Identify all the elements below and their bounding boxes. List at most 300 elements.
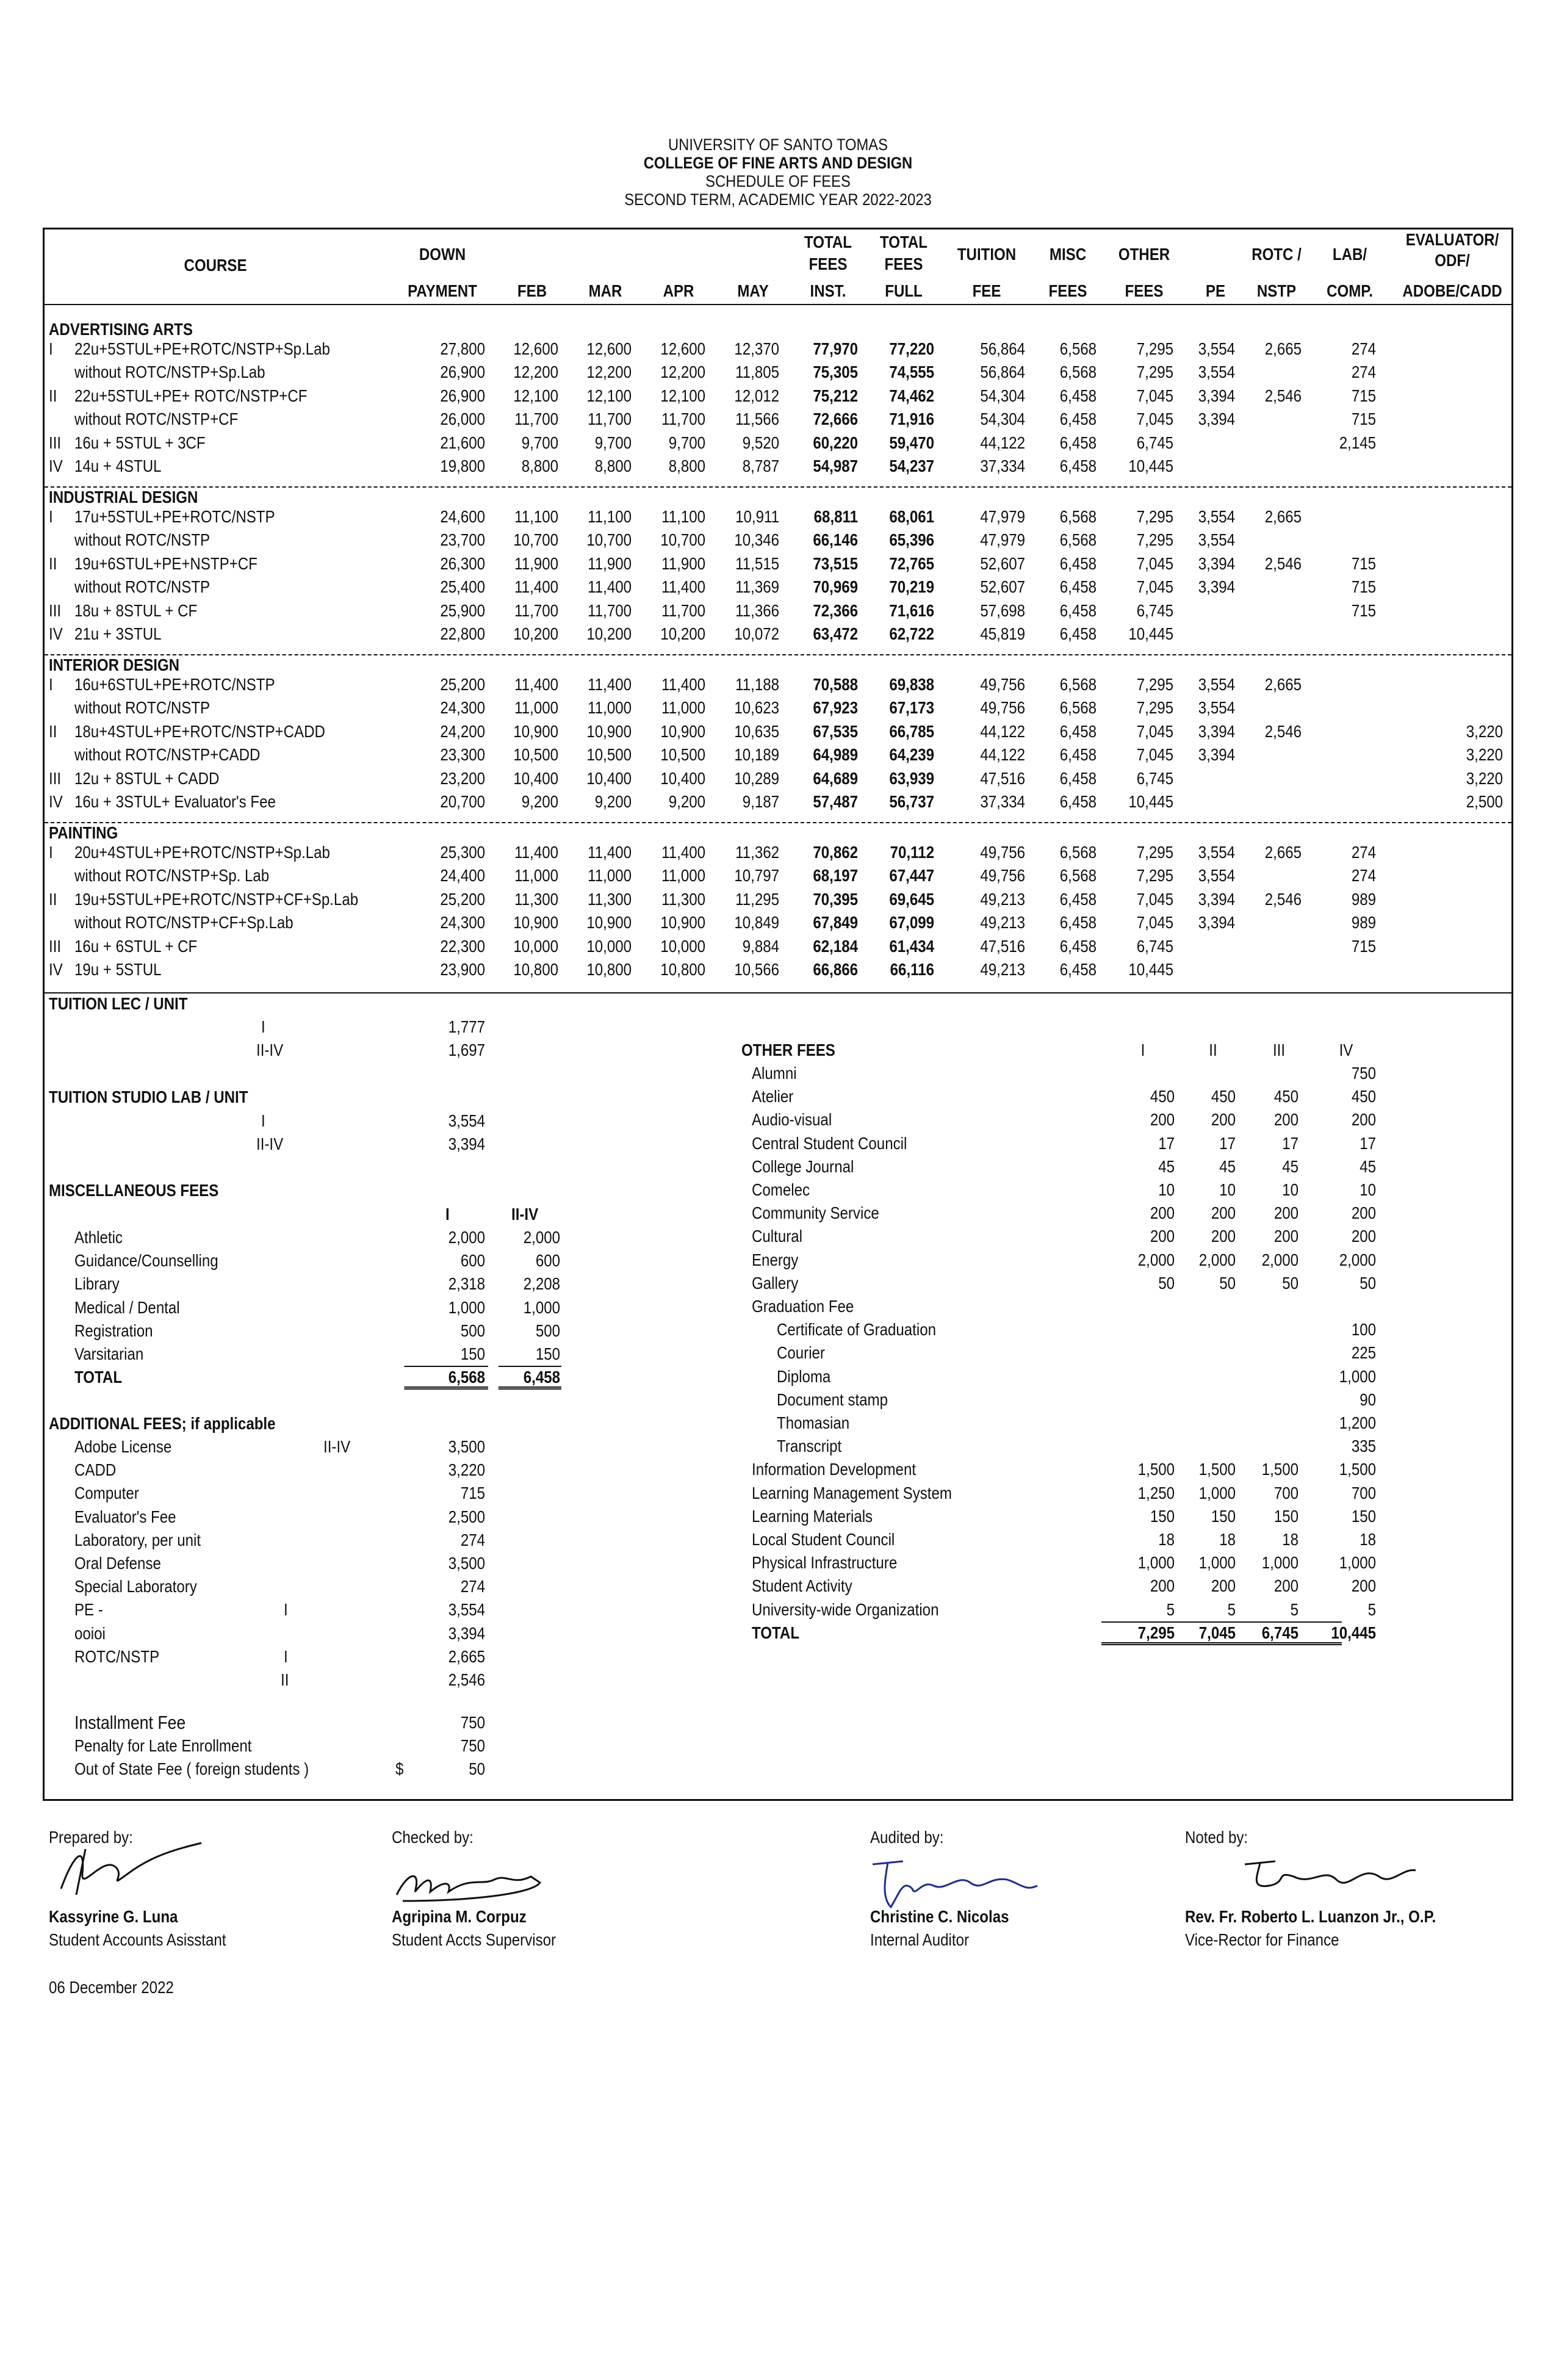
other-fee-value: 200 bbox=[1351, 1576, 1376, 1596]
fee-cell: 10,900 bbox=[513, 721, 558, 741]
fee-cell: 69,645 bbox=[889, 889, 934, 909]
header-divider bbox=[45, 304, 1511, 305]
fee-cell: 274 bbox=[1351, 362, 1376, 382]
term-title: SECOND TERM, ACADEMIC YEAR 2022-2023 bbox=[624, 190, 932, 209]
fee-cell: 3,394 bbox=[1198, 913, 1235, 932]
other-fee-value: 50 bbox=[1282, 1273, 1298, 1293]
fee-cell: 56,737 bbox=[889, 792, 934, 811]
other-fee-value: 2,000 bbox=[1137, 1250, 1175, 1269]
fee-cell: 10,346 bbox=[734, 530, 779, 550]
fee-cell: 12,600 bbox=[660, 339, 705, 358]
fee-cell: 10,445 bbox=[1128, 456, 1173, 475]
fee-cell: 11,000 bbox=[588, 698, 632, 718]
fee-cell: 10,289 bbox=[734, 768, 779, 788]
section-title-advertising-arts: ADVERTISING ARTS bbox=[49, 320, 193, 339]
fee-cell: 11,400 bbox=[661, 577, 705, 597]
fee-cell: 3,394 bbox=[1198, 721, 1235, 741]
fee-cell: 10,800 bbox=[660, 960, 705, 979]
course-load: 19u + 5STUL bbox=[74, 960, 162, 979]
signatory-role: Audited by: bbox=[870, 1828, 944, 1847]
fee-cell: 8,800 bbox=[521, 456, 558, 475]
fee-cell: 10,800 bbox=[513, 960, 558, 979]
col-total-inst-header-2: FEES bbox=[809, 254, 848, 273]
fee-cell: 10,635 bbox=[734, 721, 779, 741]
other-fee-value: 1,000 bbox=[1198, 1553, 1236, 1573]
other-total-double-rule bbox=[1101, 1642, 1342, 1645]
misc-fees-title: MISCELLANEOUS FEES bbox=[49, 1181, 219, 1200]
tuition-studio-level: I bbox=[261, 1111, 265, 1130]
other-fee-value: 200 bbox=[1150, 1227, 1175, 1246]
other-fee-value: 450 bbox=[1211, 1087, 1236, 1106]
fee-cell: 37,334 bbox=[980, 792, 1025, 811]
col-nstp-header: NSTP bbox=[1256, 281, 1297, 300]
fee-cell: 11,188 bbox=[735, 675, 779, 694]
course-load: without ROTC/NSTP+Sp.Lab bbox=[74, 362, 265, 382]
fee-cell: 23,700 bbox=[440, 530, 485, 550]
document-date: 06 December 2022 bbox=[49, 1978, 174, 1997]
other-fee-value: 45 bbox=[1219, 1156, 1236, 1176]
other-fee-value: 5 bbox=[1166, 1599, 1175, 1619]
fee-cell: 12,600 bbox=[586, 339, 632, 358]
fee-cell: 49,756 bbox=[980, 675, 1025, 694]
fee-cell: 2,546 bbox=[1264, 721, 1302, 741]
additional-fee-level: II bbox=[281, 1670, 289, 1689]
fee-cell: 6,458 bbox=[1059, 913, 1097, 932]
signature-nicolas bbox=[866, 1855, 1050, 1910]
fee-cell: 11,000 bbox=[514, 698, 558, 718]
fee-cell: 26,000 bbox=[440, 409, 485, 429]
other-fee-value: 1,500 bbox=[1137, 1460, 1175, 1479]
other-fee-value: 1,000 bbox=[1261, 1553, 1298, 1573]
tuition-studio-value: 3,554 bbox=[448, 1111, 485, 1130]
other-fee-value: 200 bbox=[1211, 1110, 1236, 1130]
fee-cell: 7,295 bbox=[1136, 339, 1173, 358]
course-load: 18u + 8STUL + CF bbox=[74, 600, 198, 620]
other-fee-value: 1,000 bbox=[1339, 1366, 1376, 1386]
other-fee-value: 750 bbox=[1351, 1064, 1376, 1083]
fee-cell: 11,900 bbox=[514, 554, 558, 573]
misc-fee-value-i: 1,000 bbox=[448, 1297, 485, 1317]
fee-cell: 9,200 bbox=[594, 792, 632, 811]
fee-cell: 57,698 bbox=[980, 600, 1025, 620]
fee-cell: 67,173 bbox=[889, 698, 934, 718]
fee-cell: 25,400 bbox=[440, 577, 485, 597]
col-tuition-fee-header: FEE bbox=[972, 281, 1001, 300]
tuition-lec-level: II-IV bbox=[256, 1040, 284, 1059]
fee-cell: 75,305 bbox=[813, 362, 858, 382]
fee-cell: 2,145 bbox=[1339, 433, 1376, 452]
misc-sum-rule bbox=[404, 1344, 488, 1367]
fee-cell: 70,112 bbox=[890, 843, 934, 862]
course-load: 16u + 5STUL + 3CF bbox=[74, 433, 206, 452]
signatory-role: Noted by: bbox=[1185, 1828, 1248, 1847]
fee-cell: 10,700 bbox=[513, 530, 558, 550]
fee-cell: 21,600 bbox=[440, 433, 485, 452]
other-fee-label: Central Student Council bbox=[752, 1133, 907, 1153]
fee-cell: 11,300 bbox=[661, 889, 705, 909]
year-level: III bbox=[49, 600, 62, 620]
course-load: without ROTC/NSTP+CADD bbox=[74, 745, 261, 765]
section-title-interior-design: INTERIOR DESIGN bbox=[49, 655, 180, 674]
other-fee-value: 200 bbox=[1150, 1203, 1175, 1223]
course-load: 17u+5STUL+PE+ROTC/NSTP bbox=[74, 507, 275, 526]
fee-cell: 7,045 bbox=[1136, 913, 1173, 932]
other-fee-value: 200 bbox=[1351, 1203, 1376, 1223]
fee-cell: 9,700 bbox=[668, 433, 705, 452]
signatory-title: Student Accts Supervisor bbox=[392, 1930, 556, 1949]
fee-cell: 27,800 bbox=[440, 339, 485, 358]
other-fees-total-label: TOTAL bbox=[752, 1623, 800, 1642]
other-fee-label: Transcript bbox=[777, 1437, 842, 1456]
misc-fee-value-ii-iv: 150 bbox=[535, 1344, 560, 1363]
other-fee-value: 50 bbox=[1360, 1273, 1376, 1293]
other-fee-label: Courier bbox=[777, 1343, 825, 1363]
fee-cell: 62,722 bbox=[889, 624, 934, 643]
misc-fee-label: Guidance/Counselling bbox=[74, 1251, 218, 1271]
fee-cell: 6,458 bbox=[1059, 960, 1097, 979]
fee-cell: 6,568 bbox=[1059, 530, 1097, 550]
fee-cell: 6,458 bbox=[1059, 600, 1097, 620]
fee-cell: 7,045 bbox=[1136, 386, 1173, 405]
fee-cell: 74,555 bbox=[889, 362, 934, 382]
fee-cell: 7,045 bbox=[1136, 721, 1173, 741]
fee-cell: 10,200 bbox=[586, 624, 632, 643]
late-penalty-label: Penalty for Late Enrollment bbox=[74, 1736, 252, 1755]
fee-cell: 6,458 bbox=[1059, 721, 1097, 741]
other-fee-label: Audio-visual bbox=[752, 1110, 832, 1130]
fee-cell: 23,900 bbox=[440, 960, 485, 979]
additional-fee-level: I bbox=[284, 1600, 288, 1620]
fee-cell: 9,884 bbox=[742, 936, 779, 956]
fee-cell: 11,000 bbox=[514, 866, 558, 885]
fee-cell: 274 bbox=[1351, 339, 1376, 358]
course-load: without ROTC/NSTP bbox=[74, 530, 211, 550]
fee-cell: 44,122 bbox=[980, 433, 1025, 452]
other-fee-value: 18 bbox=[1282, 1530, 1298, 1549]
course-load: without ROTC/NSTP+CF+Sp.Lab bbox=[74, 913, 294, 932]
other-fee-value: 18 bbox=[1158, 1530, 1175, 1549]
fee-cell: 6,745 bbox=[1136, 768, 1173, 788]
additional-fees-title: ADDITIONAL FEES; if applicable bbox=[49, 1414, 276, 1433]
year-level: II bbox=[49, 386, 57, 405]
other-fee-value: 50 bbox=[1158, 1273, 1175, 1293]
col-mar-header: MAR bbox=[588, 281, 622, 300]
year-level: II bbox=[49, 889, 57, 909]
fee-cell: 56,864 bbox=[980, 339, 1025, 358]
fee-cell: 26,900 bbox=[440, 362, 485, 382]
table-body-bottom-rule bbox=[45, 992, 1511, 993]
fee-cell: 12,200 bbox=[513, 362, 558, 382]
fee-cell: 63,472 bbox=[813, 624, 858, 643]
other-fee-value: 17 bbox=[1158, 1133, 1175, 1153]
other-fee-value: 200 bbox=[1273, 1110, 1298, 1130]
fee-cell: 3,394 bbox=[1198, 409, 1235, 429]
fee-cell: 10,400 bbox=[586, 768, 632, 788]
misc-fee-value-ii-iv: 1,000 bbox=[523, 1297, 560, 1317]
fee-cell: 11,400 bbox=[514, 843, 558, 862]
fee-cell: 715 bbox=[1351, 936, 1376, 956]
fee-cell: 7,045 bbox=[1136, 409, 1173, 429]
additional-fee-label: Evaluator's Fee bbox=[74, 1507, 176, 1526]
fee-cell: 57,487 bbox=[813, 792, 858, 811]
fee-cell: 3,554 bbox=[1198, 843, 1235, 862]
col-lab-header: LAB/ bbox=[1332, 245, 1367, 264]
fee-cell: 10,000 bbox=[660, 936, 705, 956]
additional-fee-value: 2,500 bbox=[448, 1507, 485, 1526]
year-level: I bbox=[49, 507, 53, 526]
signatory-name: Kassyrine G. Luna bbox=[49, 1907, 178, 1926]
fee-cell: 3,554 bbox=[1198, 530, 1235, 550]
fee-cell: 66,116 bbox=[890, 960, 934, 979]
additional-fee-level: II-IV bbox=[323, 1437, 351, 1456]
additional-fee-label: Computer bbox=[74, 1484, 139, 1503]
other-fee-value: 5 bbox=[1227, 1599, 1236, 1619]
other-fee-value: 1,250 bbox=[1137, 1483, 1175, 1502]
fee-cell: 6,458 bbox=[1059, 433, 1097, 452]
other-fee-value: 45 bbox=[1158, 1156, 1175, 1176]
section-title-painting: PAINTING bbox=[49, 823, 118, 842]
fee-cell: 715 bbox=[1351, 554, 1376, 573]
fee-cell: 6,568 bbox=[1059, 362, 1097, 382]
fee-cell: 10,566 bbox=[734, 960, 779, 979]
college-name: COLLEGE OF FINE ARTS AND DESIGN bbox=[643, 154, 913, 172]
fee-cell: 66,785 bbox=[889, 721, 934, 741]
signatory-title: Student Accounts Asisstant bbox=[49, 1930, 226, 1949]
fee-cell: 11,900 bbox=[588, 554, 632, 573]
tuition-lec-value: 1,697 bbox=[448, 1040, 485, 1059]
fee-cell: 25,300 bbox=[440, 843, 485, 862]
col-evaluator-header: EVALUATOR/ bbox=[1405, 230, 1499, 249]
col-misc-fees-header: FEES bbox=[1048, 281, 1087, 300]
fee-cell: 11,400 bbox=[588, 843, 632, 862]
fee-cell: 10,900 bbox=[660, 913, 705, 932]
fee-cell: 3,394 bbox=[1198, 745, 1235, 765]
fee-cell: 2,665 bbox=[1264, 339, 1302, 358]
other-fee-value: 200 bbox=[1351, 1110, 1376, 1130]
fee-cell: 2,665 bbox=[1264, 507, 1302, 526]
fee-cell: 715 bbox=[1351, 409, 1376, 429]
fee-cell: 8,787 bbox=[742, 456, 779, 475]
fee-cell: 64,239 bbox=[889, 745, 934, 765]
fee-cell: 11,400 bbox=[661, 843, 705, 862]
col-odf-header: ODF/ bbox=[1435, 251, 1470, 270]
additional-fee-label: Special Laboratory bbox=[74, 1577, 197, 1596]
fee-cell: 12,600 bbox=[513, 339, 558, 358]
other-fee-value: 200 bbox=[1273, 1227, 1298, 1246]
other-fees-total-value: 7,045 bbox=[1198, 1623, 1236, 1642]
fee-cell: 47,516 bbox=[980, 936, 1025, 956]
other-fee-label: Diploma bbox=[777, 1366, 831, 1386]
misc-fee-value-i: 500 bbox=[460, 1321, 485, 1340]
col-comp-header: COMP. bbox=[1327, 281, 1373, 300]
other-fees-total-value: 7,295 bbox=[1137, 1623, 1175, 1642]
additional-fee-value: 3,554 bbox=[448, 1600, 485, 1620]
additional-fee-value: 2,546 bbox=[448, 1670, 485, 1689]
misc-sum-rule bbox=[499, 1344, 561, 1367]
fee-cell: 12,100 bbox=[586, 386, 632, 405]
fee-cell: 44,122 bbox=[980, 721, 1025, 741]
misc-fee-value-ii-iv: 2,208 bbox=[523, 1274, 560, 1294]
fee-cell: 70,588 bbox=[813, 675, 858, 694]
misc-total-double-rule bbox=[499, 1368, 561, 1390]
fee-cell: 64,689 bbox=[813, 768, 858, 788]
fee-cell: 23,200 bbox=[440, 768, 485, 788]
fee-cell: 19,800 bbox=[440, 456, 485, 475]
fee-cell: 10,849 bbox=[734, 913, 779, 932]
other-fee-value: 100 bbox=[1351, 1320, 1376, 1340]
other-fee-value: 200 bbox=[1273, 1203, 1298, 1223]
fee-cell: 11,900 bbox=[661, 554, 705, 573]
fee-cell: 3,394 bbox=[1198, 577, 1235, 597]
fee-cell: 49,213 bbox=[980, 960, 1025, 979]
fee-cell: 10,900 bbox=[586, 721, 632, 741]
fee-cell: 47,516 bbox=[980, 768, 1025, 788]
misc-fee-value-i: 600 bbox=[460, 1251, 485, 1271]
fee-cell: 715 bbox=[1351, 386, 1376, 405]
other-fee-value: 1,000 bbox=[1339, 1553, 1376, 1573]
fee-cell: 10,700 bbox=[586, 530, 632, 550]
fee-cell: 73,515 bbox=[813, 554, 858, 573]
fee-cell: 10,400 bbox=[513, 768, 558, 788]
year-level: III bbox=[49, 433, 62, 452]
fee-cell: 24,600 bbox=[440, 507, 485, 526]
fee-cell: 2,665 bbox=[1264, 675, 1302, 694]
fee-cell: 8,800 bbox=[668, 456, 705, 475]
signatory-title: Vice-Rector for Finance bbox=[1185, 1930, 1339, 1949]
fee-cell: 7,295 bbox=[1136, 866, 1173, 885]
fee-cell: 6,458 bbox=[1059, 936, 1097, 956]
fee-cell: 3,554 bbox=[1198, 507, 1235, 526]
other-fee-value: 150 bbox=[1351, 1506, 1376, 1526]
fee-cell: 10,900 bbox=[586, 913, 632, 932]
other-fee-label: Graduation Fee bbox=[752, 1297, 854, 1316]
other-fee-value: 2,000 bbox=[1339, 1250, 1376, 1269]
fee-cell: 11,400 bbox=[661, 675, 705, 694]
fee-cell: 54,304 bbox=[980, 386, 1025, 405]
fee-cell: 68,197 bbox=[813, 866, 858, 885]
fee-cell: 11,400 bbox=[588, 675, 632, 694]
course-load: without ROTC/NSTP+CF bbox=[74, 409, 239, 429]
additional-fee-label: Laboratory, per unit bbox=[74, 1530, 201, 1549]
fee-cell: 274 bbox=[1351, 843, 1376, 862]
fee-cell: 3,220 bbox=[1466, 768, 1503, 788]
fee-cell: 7,295 bbox=[1136, 698, 1173, 718]
tuition-studio-value: 3,394 bbox=[448, 1134, 485, 1153]
other-fee-value: 10 bbox=[1282, 1180, 1298, 1199]
fee-cell: 10,500 bbox=[660, 745, 705, 765]
col-misc-header: MISC bbox=[1049, 245, 1087, 264]
additional-fee-label: ooioi bbox=[74, 1623, 106, 1643]
course-load: 20u+4STUL+PE+ROTC/NSTP+Sp.Lab bbox=[74, 843, 330, 862]
fee-cell: 59,470 bbox=[889, 433, 934, 452]
other-fee-value: 200 bbox=[1273, 1576, 1298, 1596]
fee-cell: 7,295 bbox=[1136, 507, 1173, 526]
fee-cell: 72,366 bbox=[813, 600, 858, 620]
fee-cell: 62,184 bbox=[813, 936, 858, 956]
col-other-fees-header: FEES bbox=[1125, 281, 1164, 300]
col-total-full-header-2: FEES bbox=[884, 254, 923, 273]
fee-cell: 989 bbox=[1351, 889, 1376, 909]
fee-cell: 6,745 bbox=[1136, 433, 1173, 452]
fee-cell: 6,458 bbox=[1059, 577, 1097, 597]
fee-cell: 11,400 bbox=[514, 675, 558, 694]
fee-cell: 11,300 bbox=[514, 889, 558, 909]
other-fee-value: 200 bbox=[1150, 1110, 1175, 1130]
fee-cell: 26,900 bbox=[440, 386, 485, 405]
col-total-full-header: TOTAL bbox=[879, 233, 928, 251]
fee-cell: 8,800 bbox=[594, 456, 632, 475]
year-level: II bbox=[49, 554, 57, 573]
additional-fee-label: Adobe License bbox=[74, 1437, 172, 1456]
out-of-state-value: 50 bbox=[469, 1759, 485, 1778]
fee-cell: 11,100 bbox=[661, 507, 705, 526]
fee-cell: 9,700 bbox=[594, 433, 632, 452]
fee-cell: 11,805 bbox=[735, 362, 779, 382]
signatory-role: Prepared by: bbox=[49, 1828, 133, 1847]
fee-cell: 3,554 bbox=[1198, 362, 1235, 382]
tuition-lec-value: 1,777 bbox=[448, 1017, 485, 1036]
additional-fee-label: PE - bbox=[74, 1600, 103, 1620]
other-fee-value: 17 bbox=[1282, 1133, 1298, 1153]
fee-cell: 24,200 bbox=[440, 721, 485, 741]
col-pe-header: PE bbox=[1205, 281, 1226, 300]
year-level: I bbox=[49, 675, 53, 694]
other-fee-value: 1,000 bbox=[1137, 1553, 1175, 1573]
col-course-header: COURSE bbox=[184, 256, 247, 275]
fee-cell: 70,219 bbox=[889, 577, 934, 597]
fee-cell: 69,838 bbox=[889, 675, 934, 694]
col-may-header: MAY bbox=[737, 281, 769, 300]
fee-cell: 10,445 bbox=[1128, 792, 1173, 811]
fee-cell: 9,187 bbox=[742, 792, 779, 811]
year-level: I bbox=[49, 339, 53, 358]
fee-cell: 10,200 bbox=[660, 624, 705, 643]
fee-cell: 65,396 bbox=[889, 530, 934, 550]
fee-cell: 10,700 bbox=[660, 530, 705, 550]
additional-fee-value: 274 bbox=[460, 1530, 485, 1549]
other-fee-value: 450 bbox=[1273, 1087, 1298, 1106]
fee-cell: 60,220 bbox=[813, 433, 858, 452]
fee-cell: 52,607 bbox=[980, 554, 1025, 573]
signatory-title: Internal Auditor bbox=[870, 1930, 969, 1949]
fee-cell: 11,400 bbox=[588, 577, 632, 597]
year-level: III bbox=[49, 936, 62, 956]
fee-cell: 63,939 bbox=[889, 768, 934, 788]
fee-cell: 22,800 bbox=[440, 624, 485, 643]
course-load: without ROTC/NSTP bbox=[74, 698, 211, 718]
misc-total-ii-iv: 6,458 bbox=[523, 1368, 560, 1387]
fee-cell: 11,700 bbox=[514, 409, 558, 429]
fee-cell: 6,458 bbox=[1059, 409, 1097, 429]
fee-cell: 6,458 bbox=[1059, 768, 1097, 788]
fee-cell: 67,849 bbox=[813, 913, 858, 932]
fee-cell: 6,458 bbox=[1059, 456, 1097, 475]
fee-cell: 7,295 bbox=[1136, 530, 1173, 550]
other-fee-value: 5 bbox=[1290, 1599, 1298, 1619]
fee-cell: 7,045 bbox=[1136, 745, 1173, 765]
additional-fee-label: Oral Defense bbox=[74, 1554, 161, 1573]
year-level: IV bbox=[49, 624, 63, 643]
misc-fee-label: Medical / Dental bbox=[74, 1297, 180, 1317]
other-fee-value: 335 bbox=[1351, 1437, 1376, 1456]
additional-fee-value: 3,500 bbox=[448, 1554, 485, 1573]
fee-cell: 10,445 bbox=[1128, 960, 1173, 979]
fee-cell: 12,200 bbox=[586, 362, 632, 382]
fee-cell: 66,866 bbox=[813, 960, 858, 979]
currency-symbol: $ bbox=[395, 1759, 404, 1778]
fee-cell: 3,554 bbox=[1198, 675, 1235, 694]
signature-corpuz bbox=[391, 1858, 549, 1907]
